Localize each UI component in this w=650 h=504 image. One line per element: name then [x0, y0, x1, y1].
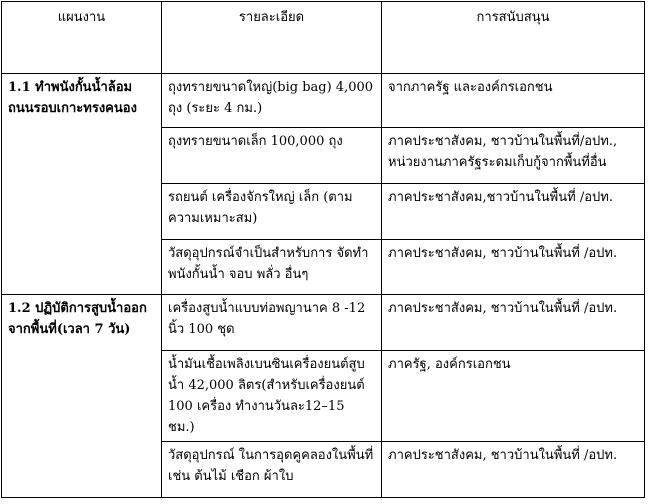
support-column-header: การสนับสนุน: [382, 2, 645, 74]
plan-cell: 1.1 ทำพนังกั้นน้ำล้อมถนนรอบเกาะทรงคนอง: [2, 74, 162, 295]
support-cell: ภาคประชาสังคม, ชาวบ้านในพื้นที่ /อปท.: [382, 240, 645, 295]
support-cell: ภาคประชาสังคม,ชาวบ้านในพื้นที่ /อปท.: [382, 184, 645, 240]
support-cell: ภาคประชาสังคม, ชาวบ้านในพื้นที่ /อปท.: [382, 442, 645, 498]
plan-cell: 1.2 ปฏิบัติการสูบน้ำออกจากพื้นที่(เวลา 7 วัน): [2, 295, 162, 498]
table-row: [2, 295, 645, 351]
support-cell: ภาครัฐ, องค์กรเอกชน: [382, 351, 645, 442]
detail-cell: เครื่องสูบน้ำแบบท่อพญานาค 8 -12 นิ้ว 100 ชุด: [162, 295, 382, 351]
detail-cell: รถยนต์ เครื่องจักรใหญ่ เล็ก (ตามความเหมาะสม): [162, 184, 382, 240]
support-cell: จากภาครัฐ และองค์กรเอกชน: [382, 74, 645, 128]
detail-cell: วัสดุอุปกรณ์จำเป็นสำหรับการ จัดทำพนังกั้นน้ำ จอบ พลั่ว อื่นๆ: [162, 240, 382, 295]
support-cell: ภาคประชาสังคม, ชาวบ้านในพื้นที่/อปท., หน่วยงานภาครัฐระดมเก็บกู้จากพื้นที่อื่น: [382, 128, 645, 184]
resource-plan-table: [1, 1, 645, 498]
table-row: [2, 74, 645, 128]
plan-column-header: แผนงาน: [2, 2, 162, 74]
detail-cell: ถุงทรายขนาดใหญ่(big bag) 4,000 ถุง (ระยะ 4 กม.): [162, 74, 382, 128]
detail-column-header: รายละเอียด: [162, 2, 382, 74]
detail-cell: ถุงทรายขนาดเล็ก 100,000 ถุง: [162, 128, 382, 184]
detail-cell: วัสดุอุปกรณ์ ในการอุดคูคลองในพื้นที่ เช่น ต้นไม้ เชือก ผ้าใบ: [162, 442, 382, 498]
support-cell: ภาคประชาสังคม, ชาวบ้านในพื้นที่ /อปท.: [382, 295, 645, 351]
detail-cell: น้ำมันเชื้อเพลิงเบนซินเครื่องยนต์สูบน้ำ 42,000 ลิตร(สำหรับเครื่องยนต์ 100 เครื่อง ทำงานวันละ12–15 ชม.): [162, 351, 382, 442]
header-row: [2, 2, 645, 74]
